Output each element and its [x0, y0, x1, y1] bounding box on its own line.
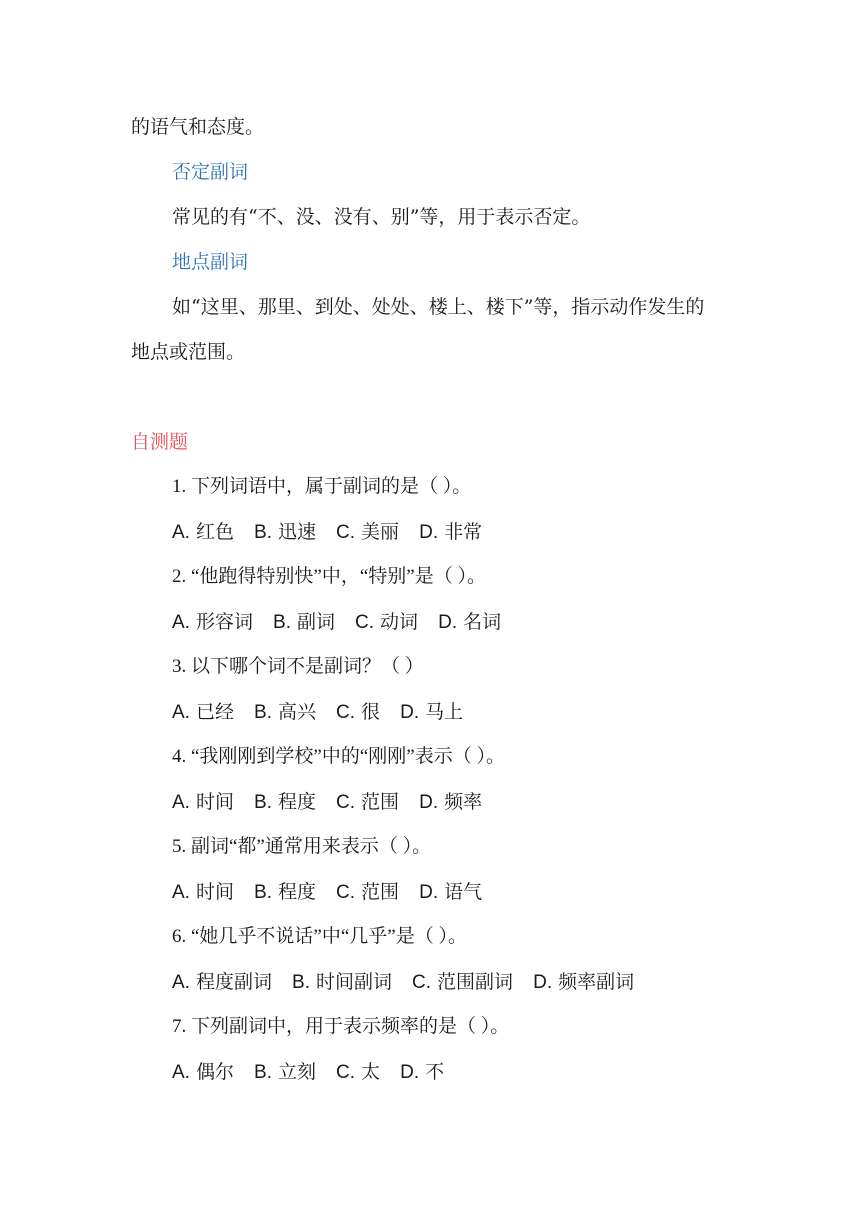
negation-body: 常见的有“不、没、没有、别”等，用于表示否定。	[172, 206, 591, 228]
option-b[interactable]: B. 高兴	[254, 701, 316, 723]
option-d[interactable]: D. 频率副词	[533, 971, 635, 993]
option-d[interactable]: D. 不	[400, 1061, 445, 1083]
option-a[interactable]: A. 时间	[172, 881, 234, 903]
option-d[interactable]: D. 非常	[419, 521, 483, 543]
question-4: 4. “我刚刚到学校”中的“刚刚”表示（ ）。	[172, 746, 505, 767]
option-c[interactable]: C. 很	[336, 701, 381, 723]
option-b[interactable]: B. 时间副词	[292, 971, 392, 993]
question-2: 2. “他跑得特别快”中，“特别”是（ ）。	[172, 566, 486, 587]
question-3-options	[172, 700, 477, 725]
location-body-line2: 地点或范围。	[131, 341, 246, 363]
question-4-options	[172, 790, 496, 815]
question-7: 7. 下列副词中，用于表示频率的是（ ）。	[172, 1016, 510, 1037]
question-6: 6. “她几乎不说话”中“几乎”是（ ）。	[172, 926, 467, 947]
option-a[interactable]: A. 偶尔	[172, 1061, 234, 1083]
option-d[interactable]: D. 频率	[419, 791, 483, 813]
question-7-options	[172, 1060, 458, 1085]
question-3: 3. 以下哪个词不是副词？（ ）	[172, 656, 424, 677]
question-5-options	[172, 880, 496, 905]
option-d[interactable]: D. 名词	[438, 611, 502, 633]
option-d[interactable]: D. 语气	[419, 881, 483, 903]
question-1-options	[172, 520, 496, 545]
option-c[interactable]: C. 范围	[336, 881, 400, 903]
question-2-options	[172, 610, 515, 635]
option-a[interactable]: A. 红色	[172, 521, 234, 543]
location-body-line1: 如“这里、那里、到处、处处、楼上、楼下”等，指示动作发生的	[172, 296, 705, 318]
option-a[interactable]: A. 程度副词	[172, 971, 272, 993]
option-b[interactable]: B. 迅速	[254, 521, 316, 543]
option-b[interactable]: B. 程度	[254, 791, 316, 813]
option-a[interactable]: A. 已经	[172, 701, 234, 723]
negation-heading: 否定副词	[172, 161, 249, 183]
option-c[interactable]: C. 范围	[336, 791, 400, 813]
option-c[interactable]: C. 动词	[355, 611, 419, 633]
option-a[interactable]: A. 时间	[172, 791, 234, 813]
option-a[interactable]: A. 形容词	[172, 611, 253, 633]
option-b[interactable]: B. 程度	[254, 881, 316, 903]
question-1: 1. 下列词语中，属于副词的是（ ）。	[172, 476, 472, 497]
quiz-heading: 自测题	[131, 431, 189, 453]
question-6-options	[172, 970, 648, 995]
intro-tail-text: 的语气和态度。	[131, 116, 265, 138]
option-b[interactable]: B. 立刻	[254, 1061, 316, 1083]
option-c[interactable]: C. 太	[336, 1061, 381, 1083]
option-b[interactable]: B. 副词	[273, 611, 335, 633]
option-c[interactable]: C. 范围副词	[412, 971, 514, 993]
location-heading: 地点副词	[172, 251, 249, 273]
option-d[interactable]: D. 马上	[400, 701, 464, 723]
option-c[interactable]: C. 美丽	[336, 521, 400, 543]
question-5: 5. 副词“都”通常用来表示（ ）。	[172, 836, 432, 857]
